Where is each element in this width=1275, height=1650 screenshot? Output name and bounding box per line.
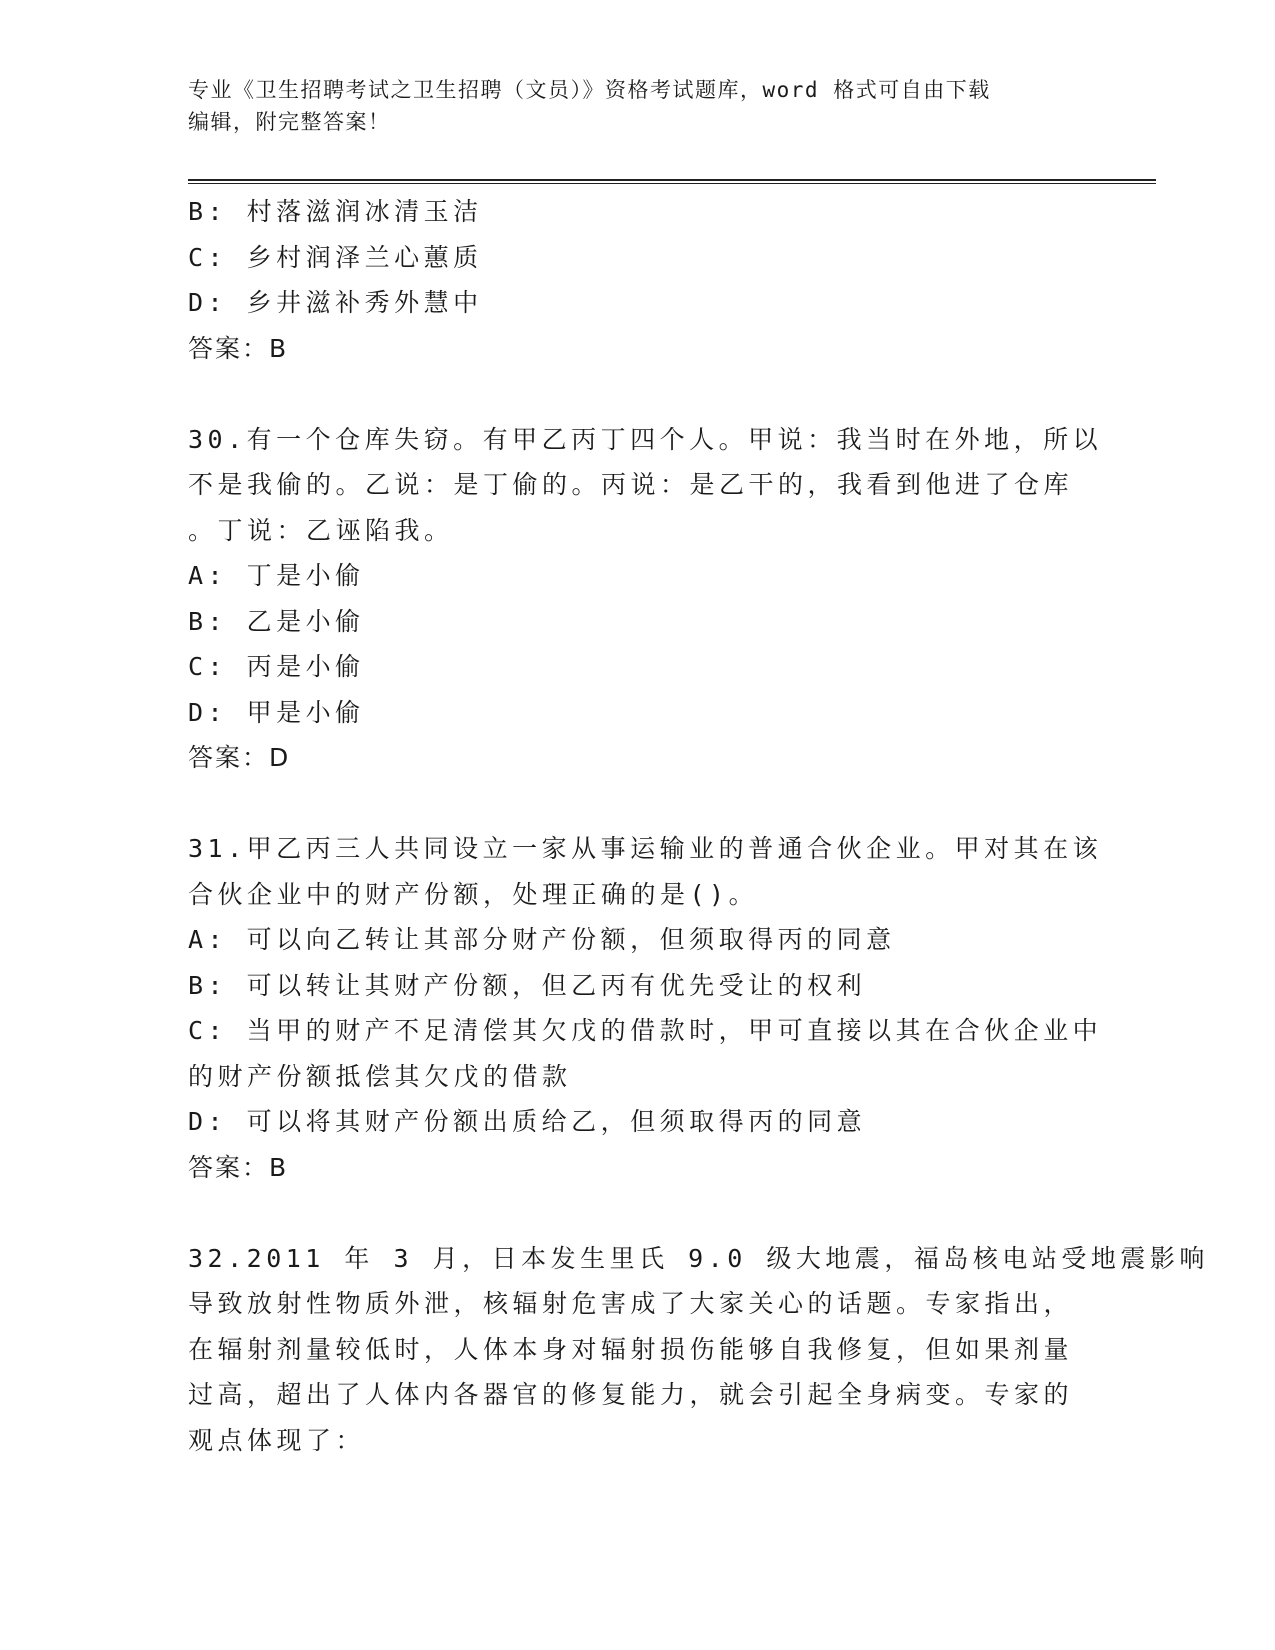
question-30	[188, 417, 1103, 781]
question-29-tail	[188, 189, 1088, 371]
option-d: D: 甲是小偷	[188, 697, 365, 727]
option-b: B: 乙是小偷	[188, 606, 365, 636]
question-stem-line: 导致放射性物质外泄，核辐射危害成了大家关心的话题。专家指出，	[188, 1289, 1074, 1318]
answer: 答案：D	[188, 743, 291, 772]
header-divider	[188, 179, 1156, 184]
option-b: B: 可以转让其财产份额，但乙丙有优先受让的权利	[188, 970, 867, 1000]
header-line-1: 专业《卫生招聘考试之卫生招聘（文员）》资格考试题库，word 格式可自由下载	[188, 78, 991, 102]
answer: 答案：B	[188, 1152, 289, 1182]
option-c: C: 乡村润泽兰心蕙质	[188, 242, 483, 272]
question-stem-line: 。丁说：乙诬陷我。	[188, 515, 454, 545]
question-stem-line: 观点体现了：	[188, 1425, 366, 1455]
question-stem-line: 30.有一个仓库失窃。有甲乙丙丁四个人。甲说：我当时在外地，所以	[188, 424, 1103, 454]
option-a: A: 丁是小偷	[188, 561, 365, 590]
document-header	[188, 74, 1088, 138]
option-b: B: 村落滋润冰清玉洁	[188, 197, 483, 226]
question-stem-line: 合伙企业中的财产份额，处理正确的是()。	[188, 879, 759, 909]
option-c: C: 当甲的财产不足清偿其欠戊的借款时，甲可直接以其在合伙企业中	[188, 1016, 1103, 1045]
header-line-2: 编辑，附完整答案！	[188, 110, 391, 134]
option-a: A: 可以向乙转让其部分财产份额，但须取得丙的同意	[188, 925, 896, 954]
option-c-continued: 的财产份额抵偿其欠戊的借款	[188, 1061, 572, 1091]
question-stem-line: 32.2011 年 3 月，日本发生里氏 9.0 级大地震，福岛核电站受地震影响	[188, 1243, 1209, 1273]
question-32	[188, 1236, 1209, 1464]
option-d: D: 乡井滋补秀外慧中	[188, 288, 483, 317]
question-stem-line: 过高，超出了人体内各器官的修复能力，就会引起全身病变。专家的	[188, 1380, 1074, 1409]
question-stem-line: 31.甲乙丙三人共同设立一家从事运输业的普通合伙企业。甲对其在该	[188, 834, 1103, 863]
question-stem-line: 在辐射剂量较低时，人体本身对辐射损伤能够自我修复，但如果剂量	[188, 1334, 1074, 1364]
question-31	[188, 826, 1103, 1190]
question-stem-line: 不是我偷的。乙说：是丁偷的。丙说：是乙干的，我看到他进了仓库	[188, 470, 1074, 499]
question-content	[188, 189, 1209, 1463]
option-d: D: 可以将其财产份额出质给乙，但须取得丙的同意	[188, 1107, 867, 1136]
answer: 答案：B	[188, 333, 289, 363]
option-c: C: 丙是小偷	[188, 652, 365, 681]
